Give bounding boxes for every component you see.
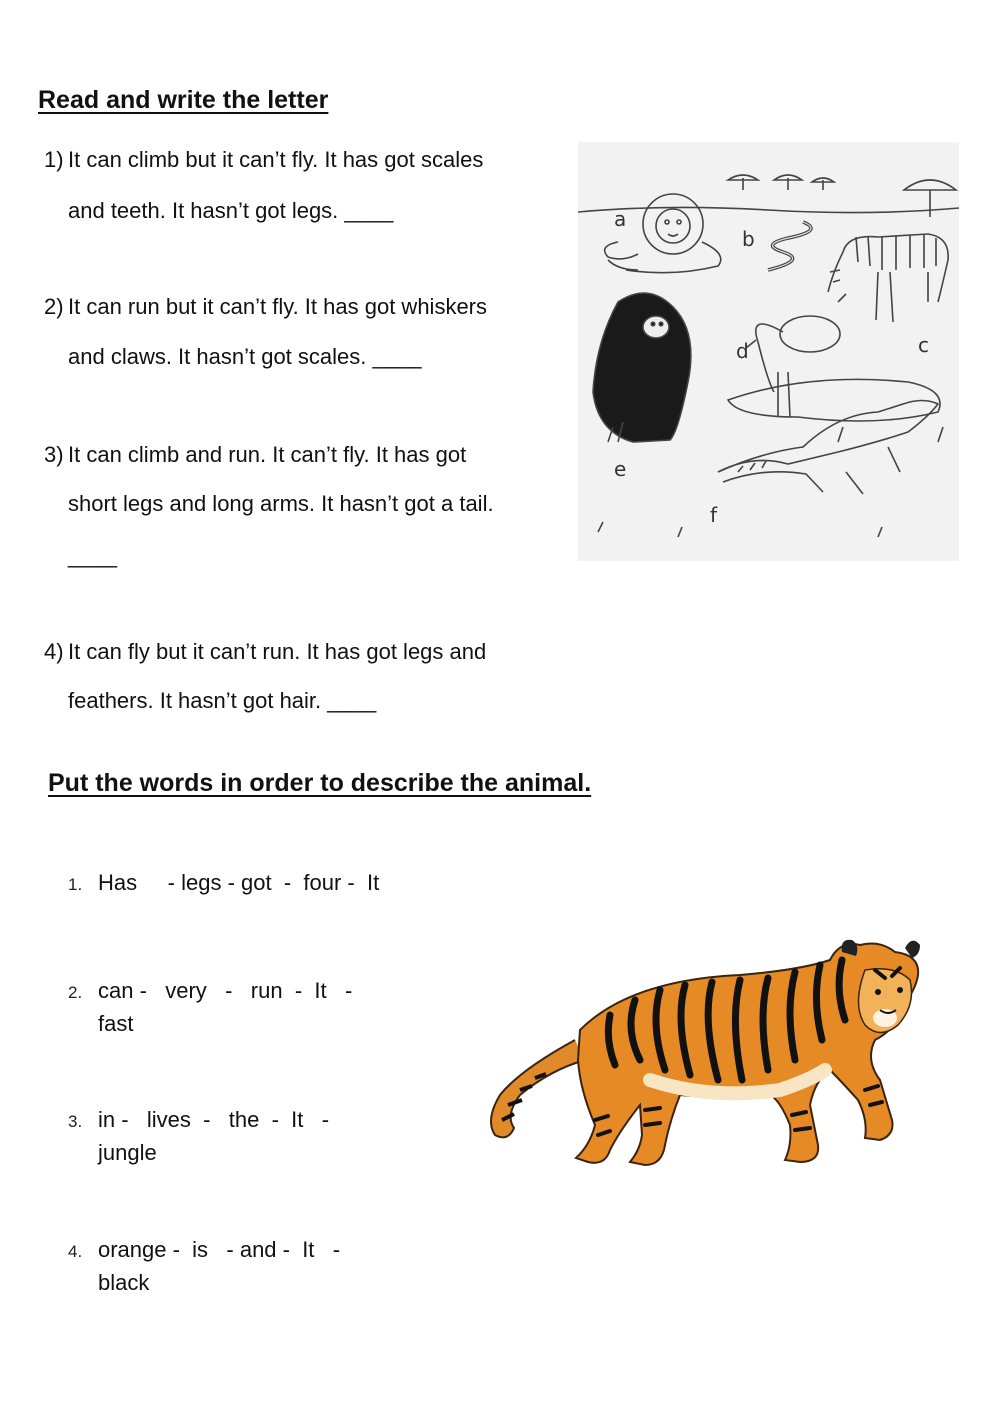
label-c: c	[918, 333, 929, 357]
question-2-line-2: and claws. It hasn’t got scales. ____	[68, 344, 422, 369]
order-item-2-line-2: fast	[98, 1011, 134, 1036]
lion-icon	[605, 194, 721, 273]
label-b: b	[742, 227, 755, 251]
label-f: f	[710, 503, 718, 527]
question-4-line-1: It can fly but it can’t run. It has got legs and	[68, 639, 487, 664]
label-d: d	[736, 339, 749, 363]
question-2-line-1: It can run but it can’t fly. It has got whiskers	[68, 294, 487, 319]
question-3-line-2: short legs and long arms. It hasn’t got a tail.	[68, 491, 494, 516]
question-4-number: 4)	[44, 639, 64, 664]
zebra-icon	[828, 234, 948, 322]
question-2-number: 2)	[44, 294, 64, 319]
order-item-3-line-2: jungle	[98, 1140, 157, 1165]
order-item-4-line-2: black	[98, 1270, 150, 1295]
order-item-1-number: 1.	[68, 875, 83, 894]
question-1-line-2: and teeth. It hasn’t got legs. ____	[68, 198, 394, 223]
section2-heading: Put the words in order to describe the animal.	[48, 769, 592, 797]
section1-heading: Read and write the letter	[38, 86, 329, 114]
order-item-2-number: 2.	[68, 983, 83, 1002]
snake-icon	[768, 222, 811, 270]
label-e: e	[614, 457, 627, 481]
question-3-number: 3)	[44, 442, 64, 467]
question-1-line-1: It can climb but it can’t fly. It has got scales	[68, 147, 484, 172]
order-item-4-line-1: orange - is - and - It -	[98, 1237, 341, 1262]
order-item-4-number: 4.	[68, 1242, 83, 1261]
savanna-animals-illustration	[578, 142, 959, 561]
order-item-2-line-1: can - very - run - It -	[98, 978, 353, 1003]
gorilla-icon	[593, 293, 691, 442]
tiger-illustration	[480, 930, 930, 1180]
flamingo-icon	[746, 316, 840, 417]
question-3-line-3: ____	[68, 543, 117, 568]
question-1-number: 1)	[44, 147, 64, 172]
order-item-3-number: 3.	[68, 1112, 83, 1131]
label-a: a	[614, 207, 627, 231]
order-item-1-line-1: Has - legs - got - four - It	[98, 870, 380, 895]
crocodile-icon	[718, 401, 938, 495]
question-3-line-1: It can climb and run. It can’t fly. It has got	[68, 442, 467, 467]
question-4-line-2: feathers. It hasn’t got hair. ____	[68, 688, 377, 713]
order-item-3-line-1: in - lives - the - It -	[98, 1107, 330, 1132]
